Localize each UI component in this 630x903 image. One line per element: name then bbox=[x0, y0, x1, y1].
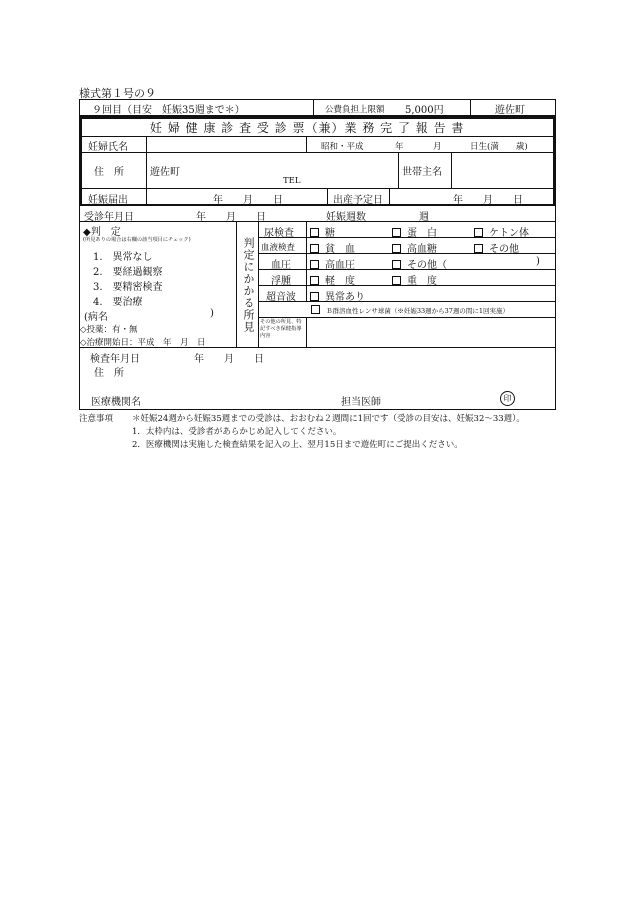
disease-name-close: ) bbox=[210, 308, 214, 319]
exam-date-label: 検査年月日 bbox=[90, 354, 140, 365]
note-line-2: 1．太枠内は、受診者があらかじめ記入してください。 bbox=[132, 427, 342, 437]
judgment-note: (所見ありの場合は右欄の該当項目にチェック) bbox=[83, 237, 191, 243]
other-findings-label: その他の所見、特記すべき保健指導内容 bbox=[260, 319, 302, 339]
gestation-weeks-unit: 週 bbox=[419, 212, 429, 223]
blood-anemia-checkbox[interactable]: 貧 血 bbox=[310, 240, 355, 255]
edema-severe-checkbox[interactable]: 重 度 bbox=[392, 272, 437, 287]
institution-label: 医療機関名 bbox=[91, 397, 141, 408]
visit-label: ９回目（目安 妊娠35週まで＊） bbox=[92, 105, 245, 116]
exam-date-value: 年 月 日 bbox=[194, 354, 264, 365]
urine-protein-checkbox[interactable]: 蛋 白 bbox=[392, 224, 437, 239]
form-title: 妊 婦 健 康 診 査 受 診 票（兼）業 務 完 了 報 告 書 bbox=[150, 121, 465, 135]
birth-era: 昭和・平成 bbox=[321, 142, 364, 152]
test-label-edema: 浮腫 bbox=[271, 276, 291, 287]
urine-sugar-checkbox[interactable]: 糖 bbox=[310, 224, 335, 239]
bp-other-close: ) bbox=[536, 256, 540, 267]
birth-month-unit: 月 bbox=[433, 142, 442, 152]
ultrasound-abnormal-checkbox[interactable]: 異常あり bbox=[310, 288, 365, 303]
gbs-checkbox[interactable]: Ｂ群溶血性レンサ球菌（※妊娠33週から37週の間に1回実施） bbox=[311, 305, 509, 315]
form-number: 様式第１号の９ bbox=[79, 87, 156, 100]
medication-field[interactable]: ◇投薬：有・無 bbox=[80, 325, 138, 335]
patient-name-field[interactable] bbox=[147, 137, 305, 151]
address-label: 住 所 bbox=[94, 167, 124, 178]
tel-label: TEL bbox=[283, 176, 301, 186]
treatment-start-field[interactable]: ◇治療開始日：平成 年 月 日 bbox=[80, 338, 206, 348]
exam-address-label: 住 所 bbox=[94, 368, 124, 379]
judgment-item-3[interactable]: 3. 要精密検査 bbox=[93, 282, 163, 293]
seal-mark: 印 bbox=[500, 391, 515, 406]
note-line-3: 2．医療機関は実施した検査結果を記入の上、翌月15日まで遊佐町にご提出ください。 bbox=[132, 440, 463, 450]
cost-label: 公費負担上限額 bbox=[325, 105, 385, 115]
due-date-value: 年 月 日 bbox=[453, 195, 523, 206]
birth-day-age: 日生(満 歳) bbox=[470, 142, 528, 152]
notes-label: 注意事項 bbox=[79, 414, 114, 424]
test-label-ultrasound: 超音波 bbox=[266, 292, 296, 303]
note-line-1: ＊妊娠24週から妊娠35週までの受診は、おおむね２週間に1回です（受診の目安は、妊娠32〜33週）。 bbox=[132, 414, 525, 424]
hypertension-checkbox[interactable]: 高血圧 bbox=[310, 256, 355, 271]
other-findings-field[interactable] bbox=[307, 318, 555, 346]
disease-name-label: (病名 bbox=[84, 312, 108, 323]
judgment-item-4[interactable]: 4. 要治療 bbox=[93, 297, 143, 308]
judgment-heading: ◆判 定 bbox=[83, 227, 121, 238]
blood-other-checkbox[interactable]: その他 bbox=[474, 240, 519, 255]
address-value: 遊佐町 bbox=[150, 167, 180, 178]
blood-hyperglycemia-checkbox[interactable]: 高血糖 bbox=[392, 240, 437, 255]
test-label-blood-pressure: 血圧 bbox=[271, 260, 291, 271]
judgment-item-2[interactable]: 2. 要経過観察 bbox=[93, 267, 163, 278]
doctor-label: 担当医師 bbox=[341, 397, 381, 408]
findings-label: 判定にかかる所見 bbox=[242, 237, 255, 333]
edema-mild-checkbox[interactable]: 軽 度 bbox=[310, 272, 355, 287]
judgment-item-1[interactable]: 1. 異常なし bbox=[93, 252, 153, 263]
test-label-urine: 尿検査 bbox=[264, 228, 294, 239]
gestation-weeks-label: 妊娠週数 bbox=[326, 212, 366, 223]
town-name: 遊佐町 bbox=[495, 105, 525, 116]
due-date-label: 出産予定日 bbox=[333, 195, 383, 206]
test-label-blood: 血液検査 bbox=[261, 243, 296, 253]
cost-value: 5,000円 bbox=[405, 105, 444, 116]
householder-label: 世帯主名 bbox=[402, 167, 442, 178]
visit-date-label: 受診年月日 bbox=[84, 212, 134, 223]
visit-date-value: 年 月 日 bbox=[196, 212, 266, 223]
birth-year-unit: 年 bbox=[395, 142, 404, 152]
householder-field[interactable] bbox=[452, 153, 554, 187]
notification-date: 年 月 日 bbox=[213, 195, 283, 206]
patient-name-label: 妊婦氏名 bbox=[88, 142, 128, 153]
bp-other-checkbox[interactable]: その他（ bbox=[392, 256, 447, 271]
urine-ketone-checkbox[interactable]: ケトン体 bbox=[474, 224, 529, 239]
notification-label: 妊娠届出 bbox=[88, 195, 128, 206]
